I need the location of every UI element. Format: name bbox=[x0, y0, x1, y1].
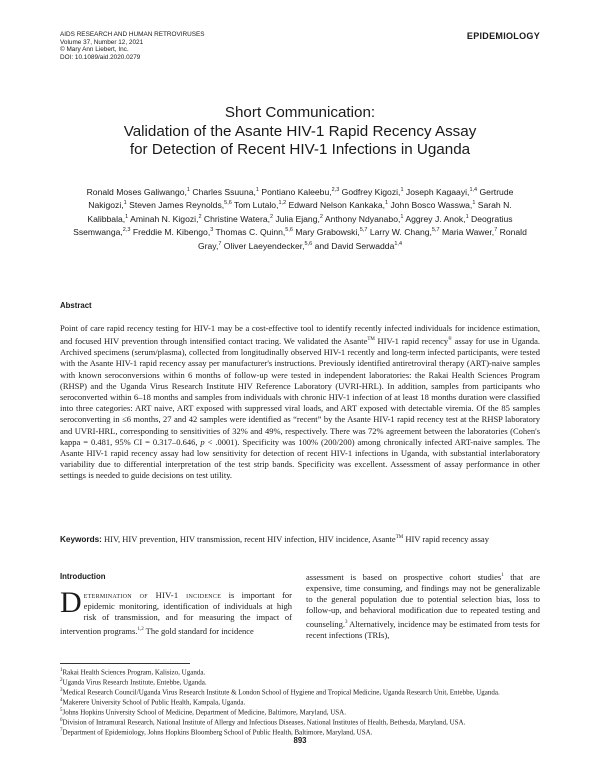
abstract-heading: Abstract bbox=[60, 301, 92, 310]
author-name: Steven James Reynolds, bbox=[129, 200, 225, 211]
abstract-p-italic: p bbox=[200, 436, 205, 447]
title-line-1: Short Communication: bbox=[224, 104, 376, 121]
introduction-heading: Introduction bbox=[60, 572, 106, 581]
intro-lead-smallcaps: etermination of HIV-1 incidence bbox=[83, 590, 222, 600]
affiliation-text: Division of Intramural Research, National Institute of Allergy and Infectious Diseases, National Institutes of Health, Bethesda, Maryland, USA. bbox=[62, 717, 466, 726]
author-affiliation-sup: 1 bbox=[385, 200, 389, 207]
author-name: Mary Grabowski, bbox=[295, 227, 360, 238]
author-affiliation-sup: 5,6 bbox=[285, 227, 293, 234]
author-name: John Bosco Wasswa, bbox=[390, 200, 473, 211]
affiliation-text: Rakai Health Sciences Program, Kalisizo, Uganda. bbox=[62, 668, 206, 677]
author-affiliation-sup: 1 bbox=[400, 213, 404, 220]
journal-info bbox=[60, 31, 205, 61]
abstract-text-4: < .0001). Specificity was 100% (200/200) among chronically infected ART-naive samples. The Asante HIV-1 rapid recency assay had low sensitivity for detection of recent HIV-1 infections in Uganda, with substantial interlaboratory variability due to differential interpretation of the test strip bands. Specificity was excellent. Assessment of assay performance in other settings is needed to guide decisions on test utility. bbox=[60, 436, 540, 481]
intro-left-text: is important for epidemic monitoring, identification of individuals at high risk of transmission, and for measuring the impact of intervention programs. bbox=[60, 590, 292, 636]
author-name: Thomas C. Quinn, bbox=[215, 227, 286, 238]
author-affiliation-sup: 1 bbox=[186, 187, 190, 193]
introduction-right-column bbox=[306, 570, 540, 641]
footnote-rule bbox=[60, 663, 190, 664]
affiliation-text: Department of Epidemiology, Johns Hopkins Bloomberg School of Public Health, Baltimore, Maryland, USA. bbox=[62, 727, 373, 736]
trademark-mark: TM bbox=[367, 337, 375, 343]
introduction-left-column bbox=[60, 586, 292, 637]
intro-left-text-2: The gold standard for incidence bbox=[143, 625, 254, 636]
author-affiliation-sup: 2 bbox=[270, 213, 274, 220]
author-name: Ronald Moses Galiwango, bbox=[86, 186, 187, 197]
abstract-text-2: HIV-1 rapid recency bbox=[374, 336, 449, 347]
author-name: Tom Lutalo, bbox=[234, 200, 279, 211]
author-name: and David Serwadda bbox=[314, 240, 395, 251]
affiliation-item bbox=[60, 717, 540, 727]
author-name: Julia Ejang, bbox=[275, 213, 320, 224]
author-affiliation-sup: 2,3 bbox=[331, 187, 340, 193]
author-name: Freddie M. Kibengo, bbox=[132, 227, 211, 238]
affiliation-text: Johns Hopkins University School of Medicine, Department of Medicine, Baltimore, Maryland, USA. bbox=[62, 708, 346, 717]
intro-left-citation: 1,2 bbox=[137, 626, 144, 632]
author-affiliation-sup: 1,4 bbox=[394, 240, 403, 247]
keywords-trademark: TM bbox=[395, 535, 404, 540]
author-affiliation-sup: 5,6 bbox=[304, 240, 313, 247]
author-affiliation-sup: 1 bbox=[472, 200, 476, 207]
journal-name: AIDS RESEARCH AND HUMAN RETROVIRUSES bbox=[60, 31, 205, 38]
drop-cap: D bbox=[60, 586, 82, 619]
author-affiliation-sup: 1,2 bbox=[278, 200, 287, 207]
article-title bbox=[60, 104, 540, 160]
journal-volume: Volume 37, Number 12, 2021 bbox=[60, 38, 144, 46]
author-list bbox=[70, 185, 530, 252]
journal-copyright: © Mary Ann Liebert, Inc. bbox=[60, 46, 129, 54]
author-name: Aggrey J. Anok, bbox=[405, 213, 466, 224]
title-line-3: for Detection of Recent HIV-1 Infections in Uganda bbox=[129, 141, 471, 158]
author-name: Larry W. Chang, bbox=[369, 227, 432, 238]
author-name: Oliver Laeyendecker, bbox=[223, 240, 305, 251]
intro-right-citation-2: 3 bbox=[344, 619, 348, 625]
affiliation-item bbox=[60, 727, 540, 737]
abstract-text-3: assay for use in Uganda. Archived specimens (serum/plasma), collected from longitudinally observed HIV-1 recently and long-term infected participants, were tested with the Asante HIV-1 rapid recency assay per manufacturer's instructions. Previously identified antiretroviral therapy (ART)-naive samples with known seroconversions within 6 months of follow-up were tested in independent laboratories: the Rakai Health Sciences Program (RHSP) and the Uganda Virus Research Institute HIV Reference Laboratory (UVRI-HRL). In addition, samples from participants who seroconverted within 6–18 months and samples from individuals with chronic HIV-1 infection of at least 18 months duration were classified into three categories: ART naive, ART exposed with suppressed viral loads, and ART exposed with detectable viremia. Of the 85 samples seroconverting in ≤6 months, 27 and 42 samples were identified as “recent” by the Asante HIV-1 rapid recency test at the RHSP laboratory and UVRI-HRL, corresponding to sensitivities of 32% and 49%, respectively. There was 72% agreement between the laboratories (Cohen's kappa = 0.481, 95% CI = 0.317–0.646, bbox=[60, 336, 541, 447]
author-name: Ronald Gray, bbox=[197, 227, 527, 251]
author-affiliation-sup: 5,6 bbox=[224, 200, 232, 207]
author-affiliation-sup: 2 bbox=[198, 213, 202, 220]
author-affiliation-sup: 7 bbox=[218, 240, 222, 247]
affiliation-number: 7 bbox=[60, 727, 63, 733]
registered-mark: ® bbox=[448, 337, 452, 343]
author-affiliation-sup: 1,4 bbox=[469, 187, 478, 193]
abstract-text-1: Point of care rapid recency testing for HIV-1 may be a cost-effective tool to identify recently infected individuals for incidence estimation, and focused HIV prevention through intensified contact tracing. We validated the Asante bbox=[60, 323, 540, 347]
keywords-label: Keywords: bbox=[60, 534, 102, 544]
author-name: Sarah N. Kalibbala, bbox=[87, 200, 512, 224]
author-affiliation-sup: 2,3 bbox=[122, 227, 131, 234]
author-name: Deogratius Ssemwanga, bbox=[73, 213, 513, 238]
affiliation-item bbox=[60, 687, 540, 697]
intro-right-text-2: that are expensive, time consuming, and findings may not be generalizable to the general population due to potential selection bias, loss to follow-up, and behavioral modification due to repeated testing and counseling. bbox=[306, 571, 540, 629]
affiliation-text: Medical Research Council/Uganda Virus Research Institute & London School of Hygiene and Tropical Medicine, Uganda Research Unit, Entebbe, Uganda. bbox=[62, 688, 500, 697]
affiliation-number: 1 bbox=[60, 668, 63, 673]
author-name: Charles Ssuuna, bbox=[192, 186, 256, 197]
affiliation-item bbox=[60, 667, 540, 677]
author-name: Christine Watera, bbox=[203, 213, 270, 224]
affiliation-number: 5 bbox=[60, 707, 63, 713]
author-affiliation-sup: 1 bbox=[255, 187, 259, 193]
affiliation-item bbox=[60, 707, 540, 717]
affiliation-number: 3 bbox=[60, 687, 63, 693]
affiliation-item bbox=[60, 677, 540, 687]
author-affiliation-sup: 1 bbox=[123, 200, 127, 207]
title-line-2: Validation of the Asante HIV-1 Rapid Recency Assay bbox=[123, 122, 477, 140]
keywords bbox=[60, 532, 540, 545]
journal-doi: DOI: 10.1089/aid.2020.0279 bbox=[60, 53, 141, 61]
affiliation-number: 6 bbox=[60, 717, 63, 723]
affiliation-number: 2 bbox=[60, 677, 63, 683]
author-affiliation-sup: 1 bbox=[465, 213, 469, 220]
author-name: Joseph Kagaayi, bbox=[405, 186, 470, 197]
keywords-text-2: HIV rapid recency assay bbox=[403, 533, 489, 544]
author-affiliation-sup: 7 bbox=[494, 227, 498, 234]
page-number: 893 bbox=[293, 736, 307, 745]
affiliation-text: Makerere University School of Public Health, Kampala, Uganda. bbox=[62, 698, 246, 707]
intro-right-text-3: Alternatively, incidence may be estimated from tests for recent infections (TRIs), bbox=[306, 618, 540, 640]
affiliations bbox=[60, 667, 540, 736]
author-name: Anthony Ndyanabo, bbox=[324, 213, 401, 224]
author-name: Gertrude Nakigozi, bbox=[88, 186, 514, 211]
affiliation-item bbox=[60, 697, 540, 707]
author-name: Aminah N. Kigozi, bbox=[130, 213, 199, 224]
author-affiliation-sup: 5,7 bbox=[359, 227, 368, 234]
author-affiliation-sup: 2 bbox=[319, 213, 323, 220]
author-affiliation-sup: 1 bbox=[400, 187, 404, 193]
author-name: Pontiano Kaleebu, bbox=[261, 186, 332, 197]
affiliation-text: Uganda Virus Research Institute, Entebbe, Uganda. bbox=[62, 678, 207, 687]
abstract-body bbox=[60, 323, 540, 482]
author-affiliation-sup: 1 bbox=[125, 213, 129, 220]
section-label: EPIDEMIOLOGY bbox=[466, 31, 540, 41]
author-name: Edward Nelson Kankaka, bbox=[288, 200, 386, 211]
intro-right-text-1: assessment is based on prospective cohort studies bbox=[306, 571, 502, 582]
author-affiliation-sup: 5,7 bbox=[431, 227, 440, 234]
intro-right-citation-1: 1 bbox=[501, 573, 504, 578]
author-name: Godfrey Kigozi, bbox=[341, 186, 401, 197]
keywords-text: HIV, HIV prevention, HIV transmission, recent HIV infection, HIV incidence, Asante bbox=[101, 533, 396, 544]
author-affiliation-sup: 3 bbox=[210, 227, 214, 234]
author-name: Maria Wawer, bbox=[441, 227, 495, 238]
affiliation-number: 4 bbox=[60, 697, 63, 703]
